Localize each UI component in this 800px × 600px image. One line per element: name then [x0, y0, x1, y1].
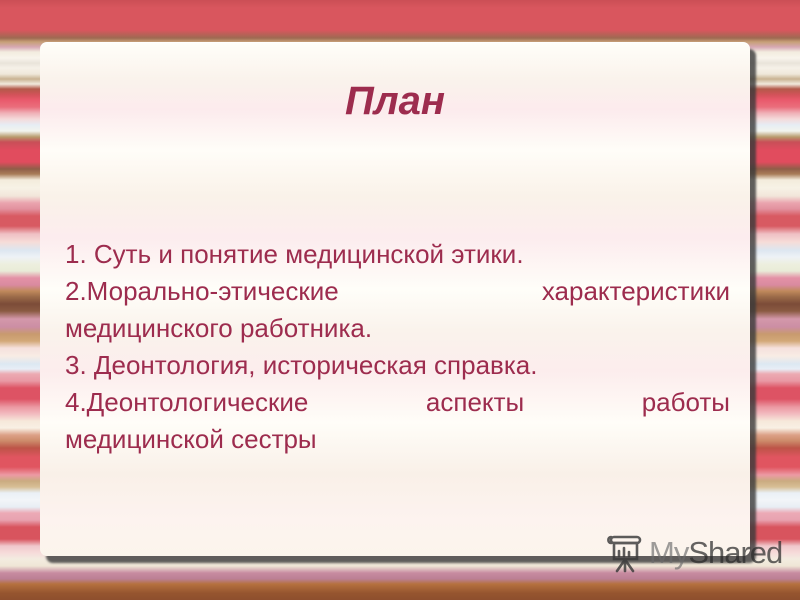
plan-list-line-5: 4.Деонтологические аспекты работы [65, 387, 730, 417]
plan-list-line-2: 2.Морально-этические характеристики [65, 276, 730, 306]
plan-list-line-3: медицинского работника. [65, 313, 373, 343]
plan-list-line-4: 3. Деонтология, историческая справка. [65, 350, 538, 380]
myshared-watermark [603, 531, 782, 575]
slide-title: План [344, 79, 446, 123]
watermark-text [649, 531, 782, 575]
presentation-easel-icon [603, 531, 647, 575]
plan-list-line-6: медицинской сестры [65, 424, 317, 454]
watermark-text-my: My [649, 535, 689, 570]
plan-list [65, 236, 730, 458]
watermark-text-shared: Shared [688, 535, 783, 570]
content-card [40, 42, 750, 556]
plan-list-line-1: 1. Суть и понятие медицинской этики. [65, 239, 524, 269]
